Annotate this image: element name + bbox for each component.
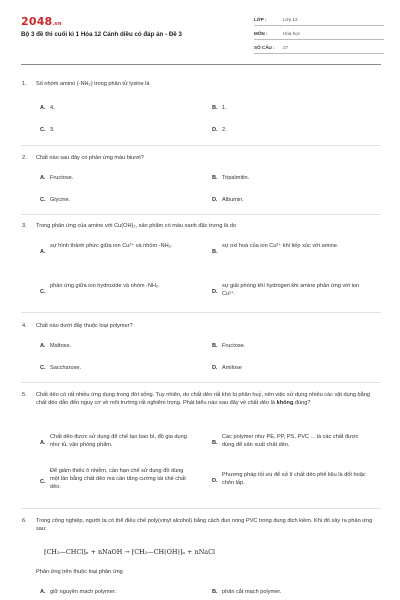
option-3d[interactable]: D. sự giải phóng khí hydrogen khi amine phản ứng với ion Cu²⁺. [212,283,360,297]
option-4b[interactable]: B. Fructose. [212,343,246,349]
meta-divider [254,25,384,26]
logo-suffix: .vn [52,21,62,27]
question-divider [21,214,381,215]
emphasis-not: không [276,400,294,407]
option-4a[interactable]: A. Maltose. [40,343,72,349]
option-2a[interactable]: A. Fructose. [40,175,74,181]
option-1c[interactable]: C. 3. [40,127,55,133]
question-4: 4. Chất nào dưới đây thuộc loại polymer? [22,323,133,329]
page-title: Bộ 3 đề thi cuối kì 1 Hóa 12 Cánh diều có đáp án - Đề 3 [21,31,182,38]
meta-divider [254,53,384,54]
option-2d[interactable]: D. Albumin. [212,197,244,203]
question-divider [21,145,381,146]
option-3c[interactable]: C. phản ứng giữa ion hydroxide và nhóm -NH₂. [40,283,160,295]
option-2c[interactable]: C. Glycine. [40,197,71,203]
reaction-equation: ⁅CH₂—CHCl⁆ₙ + nNaOH → ⁅CH₂—CH(OH)⁆ₙ + nNaCl [44,548,216,556]
question-6: 6. Trong công nghiệp, người ta có thể điều chế poly(vinyl alcohol) bằng cách đun nóng PVC trong dung dịch kiềm. Khi đó xảy ra phản ứng sau: [22,518,373,533]
question-divider [21,312,381,313]
question-divider [21,508,381,509]
question-2: 2. Chất nào sau đây có phản ứng màu biuret? [22,155,144,161]
option-5c[interactable]: C. Để giảm thiểu ô nhiễm, cần hạn chế sử dụng đồ dùng một lần bằng chất dẻo mà cần tăng cường tái chế chất dẻo. [40,468,186,490]
option-2b[interactable]: B. Tripalmitin. [212,175,250,181]
option-1b[interactable]: B. 1. [212,105,227,111]
header-rule [21,64,381,65]
option-4d[interactable]: D. Amilose [212,365,242,371]
question-divider [21,382,381,383]
option-1d[interactable]: D. 2. [212,127,227,133]
option-3a[interactable]: A. sự hình thành phức giữa ion Cu²⁺ và nhóm -NH₂. [40,243,173,255]
question-3: 3. Trong phản ứng của amine với Cu(OH)₂, sản phẩm có màu xanh đặc trưng là do [22,223,236,229]
site-logo[interactable] [21,15,62,28]
option-6a[interactable]: A. giữ nguyên mạch polymer. [40,589,116,595]
option-1a[interactable]: A. 4. [40,105,55,111]
option-3b[interactable]: B. sự oxi hoá của ion Cu²⁺ khi tiếp xúc với amine. [212,243,339,255]
option-4c[interactable]: C. Saccharose. [40,365,82,371]
meta-class: LỚP : Lớp 12 [254,17,298,22]
logo-main: 2048 [21,15,53,28]
option-5a[interactable]: A. Chất dẻo được sử dụng để chế tạo bao bì, đồ gia dụng như tủ, vận phòng phẩm. [40,434,187,448]
option-6b[interactable]: B. phân cắt mạch polymer. [212,589,282,595]
meta-subject: MÔN : Hóa học [254,31,301,36]
question-1: 1. Số nhóm amino (-NH₂) trong phân tử lysine là [22,81,150,87]
question-6-stem: Phản ứng trên thuộc loại phản ứng [36,569,123,575]
option-5b[interactable]: B. Các polymer như PE, PP, PS, PVC ... là các chất được dùng để sản xuất chất dẻo. [212,434,359,448]
meta-divider [254,39,384,40]
question-5: 5. Chất dẻo có rất nhiều ứng dụng trong đời sống. Tuy nhiên, do chất dẻo rất khó bị phân huỷ, nên việc sử dụng nhiều các vật dụng bằng chất dẻo dẫn đến nguy cơ về môi trường rất nghiêm trọng. Phát biểu nào sau đây về chất dẻo là không đúng? [22,392,370,407]
option-5d[interactable]: D. Phương pháp tối ưu để xử lí chất dẻo phế liệu là đốt hoặc chôn lấp. [212,472,366,486]
meta-count: SỐ CÂU : 27 [254,45,289,50]
